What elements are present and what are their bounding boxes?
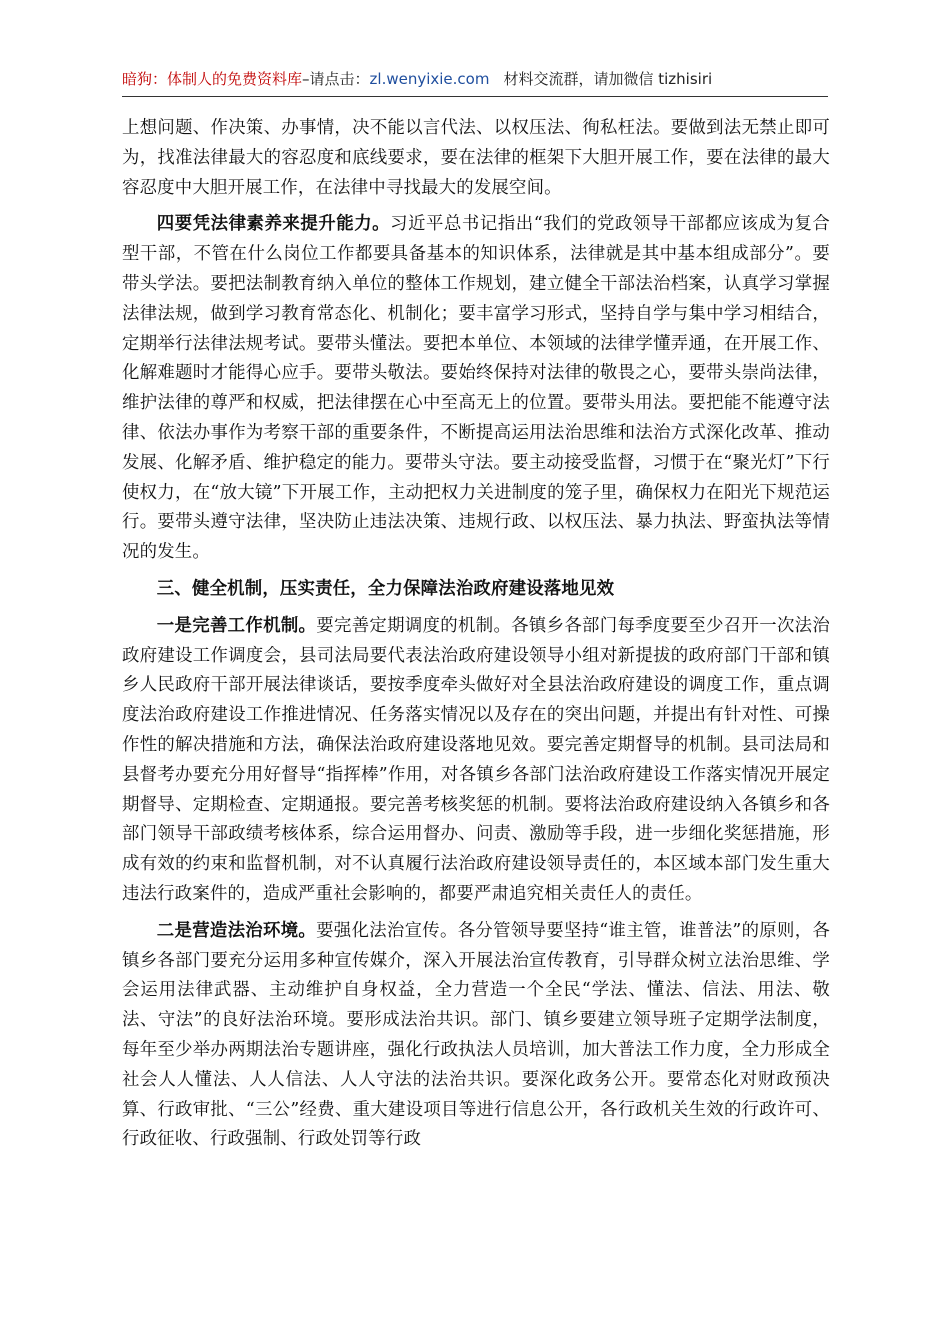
paragraph-text: 上想问题、作决策、办事情，决不能以言代法、以权压法、徇私枉法。要做到法无禁止即可为，找准法律最大的容忍度和底线要求，要在法律的框架下大胆开展工作，要在法律的最大容忍度中大胆开展工作，在法律中寻找最大的发展空间。 xyxy=(122,118,830,198)
site-label[interactable]: 暗狗：体制人的免费资料库 xyxy=(122,70,303,88)
document-body xyxy=(122,114,830,1155)
paragraph-text: 要完善定期调度的机制。各镇乡各部门每季度要至少召开一次法治政府建设工作调度会，县司法局要代表法治政府建设领导小组对新提拔的政府部门干部和镇乡人民政府干部开展法律谈话，要按季度牵头做好对全县法治政府建设的调度工作，重点调度法治政府建设工作推进情况、任务落实情况以及存在的突出问题，并提出有针对性、可操作性的解决措施和方法，确保法治政府建设落地见效。要完善定期督导的机制。县司法局和县督考办要充分用好督导“指挥棒”作用，对各镇乡各部门法治政府建设工作落实情况开展定期督导、定期检查、定期通报。要完善考核奖惩的机制。要将法治政府建设纳入各镇乡和各部门领导干部政绩考核体系，综合运用督办、问责、激励等手段，进一步细化奖惩措施，形成有效的约束和监督机制，对不认真履行法治政府建设领导责任的，本区域本部门发生重大违法行政案件的，造成严重社会影响的，都要严肃追究相关责任人的责任。 xyxy=(122,615,830,904)
section-heading: 三、健全机制，压实责任，全力保障法治政府建设落地见效 xyxy=(156,578,615,599)
paragraph-lead: 一是完善工作机制。 xyxy=(156,615,317,636)
wechat-note: 材料交流群，请加微信 tizhisiri xyxy=(503,70,713,88)
paragraph-text: 要强化法治宣传。各分管领导要坚持“谁主管，谁普法”的原则，各镇乡各部门要充分运用多种宣传媒介，深入开展法治宣传教育，引导群众树立法治思维、学会运用法律武器、主动维护自身权益，全力营造一个全民“学法、懂法、信法、用法、敬法、守法”的良好法治环境。要形成法治共识。部门、镇乡要建立领导班子定期学法制度，每年至少举办两期法治专题讲座，强化行政执法人员培训，加大普法工作力度，全力形成全社会人人懂法、人人信法、人人守法的法治共识。要深化政务公开。要常态化对财政预决算、行政审批、“三公”经费、重大建设项目等进行信息公开，各行政机关生效的行政许可、行政征收、行政强制、行政处罚等行政 xyxy=(122,920,830,1150)
paragraph-lead: 四要凭法律素养来提升能力。 xyxy=(156,214,391,235)
page-header xyxy=(122,64,828,94)
paragraph-text: 习近平总书记指出“我们的党政领导干部都应该成为复合型干部，不管在什么岗位工作都要具备基本的知识体系，法律就是其中基本组成部分”。要带头学法。要把法制教育纳入单位的整体工作规划，建立健全干部法治档案，认真学习掌握法律法规，做到学习教育常态化、机制化；要丰富学习形式，坚持自学与集中学习相结合，定期举行法律法规考试。要带头懂法。要把本单位、本领域的法律学懂弄通，在开展工作、化解难题时才能得心应手。要带头敬法。要始终保持对法律的敬畏之心，要带头崇尚法律，维护法律的尊严和权威，把法律摆在心中至高无上的位置。要带头用法。要把能不能遵守法律、依法办事作为考察干部的重要条件，不断提高运用法治思维和法治方式深化改革、推动发展、化解矛盾、维护稳定的能力。要带头守法。要主动接受监督，习惯于在“聚光灯”下行使权力，在“放大镜”下开展工作，主动把权力关进制度的笼子里，确保权力在阳光下规范运行。要带头遵守法律，坚决防止违法决策、违规行政、以权压法、暴力执法、野蛮执法等情况的发生。 xyxy=(122,214,830,563)
click-prompt: –请点击： xyxy=(302,70,370,88)
paragraph-2 xyxy=(122,210,830,568)
paragraph-4 xyxy=(122,917,830,1155)
paragraph-1 xyxy=(122,114,830,203)
header-divider xyxy=(122,96,828,97)
site-url-link[interactable]: zl.wenyixie.com xyxy=(369,70,490,88)
paragraph-lead: 二是营造法治环境。 xyxy=(156,920,317,941)
paragraph-3 xyxy=(122,612,830,910)
